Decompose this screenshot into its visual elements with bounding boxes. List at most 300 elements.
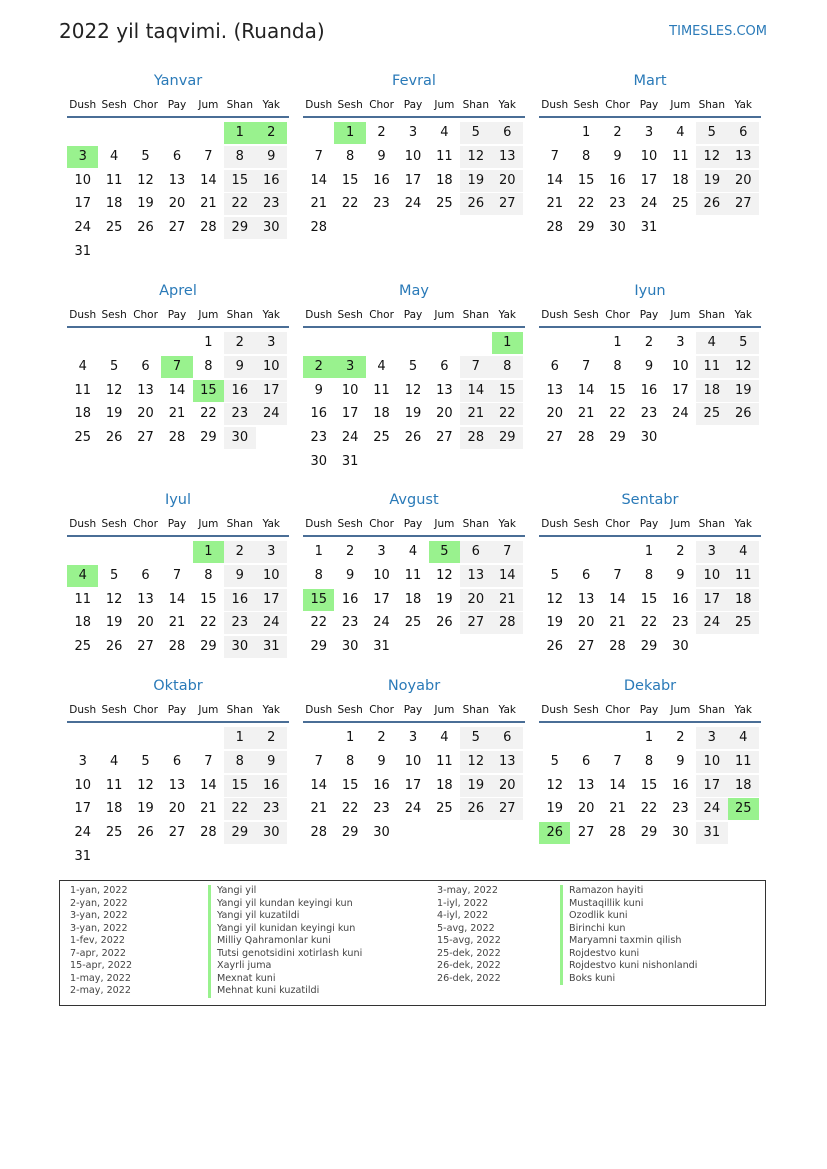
calendar-day[interactable]: 23 xyxy=(310,430,327,446)
calendar-day[interactable]: 8 xyxy=(204,358,213,374)
calendar-day[interactable]: 1 xyxy=(345,730,355,745)
calendar-day[interactable]: 21 xyxy=(577,406,595,422)
calendar-day[interactable]: 11 xyxy=(74,382,91,398)
calendar-day[interactable]: 15 xyxy=(341,777,359,793)
calendar-day[interactable]: 1 xyxy=(314,544,323,559)
calendar-day[interactable]: 20 xyxy=(436,406,453,422)
weekend-day[interactable]: 21 xyxy=(492,589,523,611)
calendar-day[interactable]: 15 xyxy=(609,382,626,398)
calendar-day[interactable]: 8 xyxy=(314,567,323,583)
calendar-day[interactable]: 4 xyxy=(109,753,119,769)
calendar-day[interactable]: 11 xyxy=(105,172,123,188)
weekend-day[interactable]: 12 xyxy=(460,146,491,168)
calendar-day[interactable]: 21 xyxy=(200,196,217,212)
calendar-day[interactable]: 8 xyxy=(345,753,355,769)
calendar-day[interactable]: 12 xyxy=(137,172,154,188)
calendar-day[interactable]: 15 xyxy=(341,172,359,188)
calendar-day[interactable]: 29 xyxy=(609,430,626,446)
weekend-day[interactable]: 9 xyxy=(224,356,255,378)
calendar-day[interactable]: 20 xyxy=(168,801,186,817)
calendar-day[interactable]: 22 xyxy=(609,406,626,422)
calendar-day[interactable]: 11 xyxy=(436,148,453,164)
calendar-day[interactable]: 8 xyxy=(204,567,213,583)
calendar-day[interactable]: 18 xyxy=(105,801,123,817)
calendar-day[interactable]: 7 xyxy=(613,753,622,769)
calendar-day[interactable]: 19 xyxy=(137,196,154,212)
weekend-day[interactable]: 11 xyxy=(728,751,759,773)
calendar-day[interactable]: 17 xyxy=(404,777,422,793)
holiday-day[interactable]: 2 xyxy=(256,122,287,144)
calendar-day[interactable]: 14 xyxy=(168,382,186,398)
calendar-day[interactable]: 7 xyxy=(613,567,622,583)
calendar-day[interactable]: 15 xyxy=(640,591,658,607)
calendar-day[interactable]: 20 xyxy=(577,615,595,631)
calendar-day[interactable]: 13 xyxy=(577,777,595,793)
weekend-day[interactable]: 26 xyxy=(728,403,759,425)
weekend-day[interactable]: 26 xyxy=(696,193,727,215)
weekend-day[interactable]: 17 xyxy=(256,380,287,402)
holiday-day[interactable]: 15 xyxy=(303,589,334,611)
calendar-day[interactable]: 7 xyxy=(314,148,323,164)
weekend-day[interactable]: 22 xyxy=(224,798,255,820)
weekend-day[interactable]: 28 xyxy=(492,612,523,634)
weekend-day[interactable]: 20 xyxy=(728,170,759,192)
calendar-day[interactable]: 24 xyxy=(341,430,359,446)
weekend-day[interactable]: 13 xyxy=(492,146,523,168)
calendar-day[interactable]: 20 xyxy=(577,801,595,817)
calendar-day[interactable]: 19 xyxy=(546,801,563,817)
weekend-day[interactable]: 15 xyxy=(492,380,523,402)
calendar-day[interactable]: 28 xyxy=(609,639,626,655)
calendar-day[interactable]: 30 xyxy=(672,639,689,655)
weekend-day[interactable]: 30 xyxy=(256,217,287,239)
weekend-day[interactable]: 24 xyxy=(256,403,287,425)
calendar-day[interactable]: 23 xyxy=(672,801,689,817)
calendar-day[interactable]: 6 xyxy=(172,753,182,769)
calendar-day[interactable]: 27 xyxy=(436,430,453,446)
calendar-day[interactable]: 27 xyxy=(546,430,563,446)
holiday-day[interactable]: 2 xyxy=(303,356,334,378)
calendar-day[interactable]: 7 xyxy=(172,567,182,583)
calendar-day[interactable]: 9 xyxy=(345,567,355,583)
calendar-day[interactable]: 30 xyxy=(341,639,359,655)
calendar-day[interactable]: 29 xyxy=(640,825,658,841)
calendar-day[interactable]: 8 xyxy=(345,148,355,164)
calendar-day[interactable]: 9 xyxy=(377,148,386,164)
calendar-day[interactable]: 3 xyxy=(78,753,87,769)
weekend-day[interactable]: 1 xyxy=(224,727,255,749)
calendar-day[interactable]: 22 xyxy=(341,801,359,817)
calendar-day[interactable]: 24 xyxy=(404,801,422,817)
calendar-day[interactable]: 27 xyxy=(137,639,154,655)
weekend-day[interactable]: 14 xyxy=(460,380,491,402)
weekend-day[interactable]: 10 xyxy=(256,356,287,378)
calendar-day[interactable]: 24 xyxy=(74,825,91,841)
calendar-day[interactable]: 12 xyxy=(404,382,422,398)
calendar-day[interactable]: 23 xyxy=(672,615,689,631)
weekend-day[interactable]: 6 xyxy=(492,727,523,749)
calendar-day[interactable]: 12 xyxy=(137,777,154,793)
calendar-day[interactable]: 4 xyxy=(440,730,449,745)
calendar-day[interactable]: 18 xyxy=(404,591,422,607)
weekend-day[interactable]: 4 xyxy=(728,727,759,749)
weekend-day[interactable]: 27 xyxy=(728,193,759,215)
calendar-day[interactable]: 25 xyxy=(74,639,91,655)
calendar-day[interactable]: 18 xyxy=(436,172,453,188)
calendar-day[interactable]: 21 xyxy=(546,196,563,212)
calendar-day[interactable]: 20 xyxy=(546,406,563,422)
weekend-day[interactable]: 6 xyxy=(460,541,491,563)
calendar-day[interactable]: 11 xyxy=(74,591,91,607)
calendar-day[interactable]: 26 xyxy=(105,639,123,655)
calendar-day[interactable]: 7 xyxy=(204,148,213,164)
weekend-day[interactable]: 8 xyxy=(492,356,523,378)
weekend-day[interactable]: 15 xyxy=(224,775,255,797)
calendar-day[interactable]: 16 xyxy=(640,382,658,398)
weekend-day[interactable]: 16 xyxy=(256,775,287,797)
weekend-day[interactable]: 16 xyxy=(224,380,255,402)
calendar-day[interactable]: 6 xyxy=(581,567,591,583)
calendar-day[interactable]: 21 xyxy=(609,615,626,631)
weekend-day[interactable]: 10 xyxy=(696,565,727,587)
weekend-day[interactable]: 22 xyxy=(224,193,255,215)
weekend-day[interactable]: 5 xyxy=(728,332,759,354)
weekend-day[interactable]: 5 xyxy=(460,727,491,749)
calendar-day[interactable]: 5 xyxy=(550,753,559,769)
calendar-day[interactable]: 3 xyxy=(377,544,386,559)
calendar-day[interactable]: 11 xyxy=(672,148,689,164)
calendar-day[interactable]: 31 xyxy=(74,243,91,259)
calendar-day[interactable]: 15 xyxy=(640,777,658,793)
calendar-day[interactable]: 17 xyxy=(672,382,689,398)
calendar-day[interactable]: 2 xyxy=(676,730,685,745)
calendar-day[interactable]: 25 xyxy=(436,196,453,212)
weekend-day[interactable]: 28 xyxy=(460,427,491,449)
weekend-day[interactable]: 25 xyxy=(696,403,727,425)
weekend-day[interactable]: 10 xyxy=(256,565,287,587)
calendar-day[interactable]: 17 xyxy=(373,591,390,607)
calendar-day[interactable]: 6 xyxy=(141,358,150,374)
calendar-day[interactable]: 19 xyxy=(105,615,123,631)
calendar-day[interactable]: 18 xyxy=(74,406,91,422)
weekend-day[interactable]: 5 xyxy=(696,122,727,144)
weekend-day[interactable]: 29 xyxy=(492,427,523,449)
calendar-day[interactable]: 11 xyxy=(105,777,123,793)
holiday-day[interactable]: 4 xyxy=(67,565,98,587)
calendar-day[interactable]: 29 xyxy=(200,430,217,446)
holiday-day[interactable]: 1 xyxy=(224,122,255,144)
weekend-day[interactable]: 4 xyxy=(696,332,727,354)
calendar-day[interactable]: 5 xyxy=(550,567,559,583)
calendar-day[interactable]: 27 xyxy=(137,430,154,446)
weekend-day[interactable]: 20 xyxy=(460,589,491,611)
calendar-day[interactable]: 10 xyxy=(373,567,390,583)
calendar-day[interactable]: 3 xyxy=(408,125,418,140)
calendar-day[interactable]: 25 xyxy=(105,825,123,841)
weekend-day[interactable]: 19 xyxy=(460,775,491,797)
calendar-day[interactable]: 30 xyxy=(672,825,689,841)
weekend-day[interactable]: 8 xyxy=(224,146,255,168)
calendar-day[interactable]: 19 xyxy=(546,615,563,631)
weekend-day[interactable]: 23 xyxy=(256,193,287,215)
calendar-day[interactable]: 30 xyxy=(609,220,626,236)
weekend-day[interactable]: 30 xyxy=(256,822,287,844)
weekend-day[interactable]: 12 xyxy=(728,356,759,378)
calendar-day[interactable]: 17 xyxy=(74,801,91,817)
weekend-day[interactable]: 6 xyxy=(492,122,523,144)
weekend-day[interactable]: 21 xyxy=(460,403,491,425)
weekend-day[interactable]: 13 xyxy=(460,565,491,587)
calendar-day[interactable]: 31 xyxy=(74,848,91,864)
weekend-day[interactable]: 13 xyxy=(492,751,523,773)
weekend-day[interactable]: 2 xyxy=(256,727,287,749)
calendar-day[interactable]: 26 xyxy=(404,430,422,446)
weekend-day[interactable]: 13 xyxy=(728,146,759,168)
calendar-day[interactable]: 22 xyxy=(640,801,658,817)
calendar-day[interactable]: 20 xyxy=(137,406,154,422)
calendar-day[interactable]: 10 xyxy=(672,358,689,374)
calendar-day[interactable]: 15 xyxy=(577,172,595,188)
calendar-day[interactable]: 28 xyxy=(577,430,595,446)
calendar-day[interactable]: 18 xyxy=(105,196,123,212)
calendar-day[interactable]: 23 xyxy=(373,196,390,212)
weekend-day[interactable]: 24 xyxy=(696,612,727,634)
calendar-day[interactable]: 16 xyxy=(341,591,359,607)
calendar-day[interactable]: 22 xyxy=(577,196,595,212)
calendar-day[interactable]: 10 xyxy=(341,382,359,398)
calendar-day[interactable]: 28 xyxy=(168,639,186,655)
calendar-day[interactable]: 25 xyxy=(436,801,453,817)
holiday-day[interactable]: 25 xyxy=(728,798,759,820)
calendar-day[interactable]: 25 xyxy=(373,430,390,446)
weekend-day[interactable]: 19 xyxy=(696,170,727,192)
calendar-day[interactable]: 2 xyxy=(644,335,654,350)
calendar-day[interactable]: 24 xyxy=(74,220,91,236)
calendar-day[interactable]: 26 xyxy=(546,639,563,655)
weekend-day[interactable]: 3 xyxy=(696,541,727,563)
calendar-day[interactable]: 24 xyxy=(373,615,390,631)
calendar-day[interactable]: 16 xyxy=(672,591,689,607)
calendar-day[interactable]: 4 xyxy=(440,125,449,140)
calendar-day[interactable]: 9 xyxy=(613,148,622,164)
calendar-day[interactable]: 24 xyxy=(404,196,422,212)
calendar-day[interactable]: 28 xyxy=(310,220,327,236)
calendar-day[interactable]: 17 xyxy=(404,172,422,188)
weekend-day[interactable]: 9 xyxy=(256,751,287,773)
calendar-day[interactable]: 28 xyxy=(546,220,563,236)
calendar-day[interactable]: 10 xyxy=(404,753,422,769)
calendar-day[interactable]: 17 xyxy=(640,172,658,188)
weekend-day[interactable]: 9 xyxy=(256,146,287,168)
calendar-day[interactable]: 8 xyxy=(644,753,654,769)
calendar-day[interactable]: 29 xyxy=(341,825,359,841)
calendar-day[interactable]: 31 xyxy=(373,639,390,655)
calendar-day[interactable]: 13 xyxy=(137,382,154,398)
weekend-day[interactable]: 18 xyxy=(728,775,759,797)
weekend-day[interactable]: 23 xyxy=(256,798,287,820)
calendar-day[interactable]: 1 xyxy=(581,125,591,140)
calendar-day[interactable]: 26 xyxy=(105,430,123,446)
calendar-day[interactable]: 24 xyxy=(640,196,658,212)
calendar-day[interactable]: 7 xyxy=(204,753,213,769)
calendar-day[interactable]: 23 xyxy=(609,196,626,212)
calendar-day[interactable]: 6 xyxy=(172,148,182,164)
calendar-day[interactable]: 14 xyxy=(200,172,217,188)
weekend-day[interactable]: 10 xyxy=(696,751,727,773)
calendar-day[interactable]: 6 xyxy=(440,358,449,374)
weekend-day[interactable]: 25 xyxy=(728,612,759,634)
site-link[interactable]: TIMESLES.COM xyxy=(669,24,767,39)
weekend-day[interactable]: 26 xyxy=(460,798,491,820)
calendar-day[interactable]: 19 xyxy=(105,406,123,422)
calendar-day[interactable]: 12 xyxy=(546,777,563,793)
calendar-day[interactable]: 4 xyxy=(109,148,119,164)
calendar-day[interactable]: 29 xyxy=(310,639,327,655)
weekend-day[interactable]: 8 xyxy=(224,751,255,773)
calendar-day[interactable]: 27 xyxy=(168,825,186,841)
weekend-day[interactable]: 27 xyxy=(492,193,523,215)
calendar-day[interactable]: 19 xyxy=(137,801,154,817)
calendar-day[interactable]: 1 xyxy=(613,335,622,350)
calendar-day[interactable]: 18 xyxy=(373,406,390,422)
weekend-day[interactable]: 16 xyxy=(256,170,287,192)
weekend-day[interactable]: 9 xyxy=(224,565,255,587)
holiday-day[interactable]: 1 xyxy=(492,332,523,354)
calendar-day[interactable]: 14 xyxy=(168,591,186,607)
calendar-day[interactable]: 27 xyxy=(577,639,595,655)
calendar-day[interactable]: 13 xyxy=(436,382,453,398)
calendar-day[interactable]: 18 xyxy=(436,777,453,793)
calendar-day[interactable]: 17 xyxy=(74,196,91,212)
holiday-day[interactable]: 7 xyxy=(161,356,192,378)
calendar-day[interactable]: 16 xyxy=(672,777,689,793)
holiday-day[interactable]: 3 xyxy=(67,146,98,168)
weekend-day[interactable]: 23 xyxy=(224,612,255,634)
calendar-day[interactable]: 5 xyxy=(141,753,150,769)
calendar-day[interactable]: 8 xyxy=(644,567,654,583)
calendar-day[interactable]: 25 xyxy=(74,430,91,446)
weekend-day[interactable]: 19 xyxy=(460,170,491,192)
calendar-day[interactable]: 1 xyxy=(204,335,213,350)
calendar-day[interactable]: 2 xyxy=(377,125,386,140)
weekend-day[interactable]: 20 xyxy=(492,170,523,192)
calendar-day[interactable]: 18 xyxy=(74,615,91,631)
calendar-day[interactable]: 10 xyxy=(74,777,91,793)
calendar-day[interactable]: 21 xyxy=(168,615,186,631)
calendar-day[interactable]: 4 xyxy=(78,358,87,374)
calendar-day[interactable]: 9 xyxy=(314,382,323,398)
weekend-day[interactable]: 19 xyxy=(728,380,759,402)
weekend-day[interactable]: 23 xyxy=(224,403,255,425)
calendar-day[interactable]: 23 xyxy=(341,615,359,631)
calendar-day[interactable]: 22 xyxy=(341,196,359,212)
calendar-day[interactable]: 12 xyxy=(546,591,563,607)
calendar-day[interactable]: 10 xyxy=(74,172,91,188)
calendar-day[interactable]: 6 xyxy=(550,358,559,374)
calendar-day[interactable]: 4 xyxy=(676,125,685,140)
calendar-day[interactable]: 28 xyxy=(609,825,626,841)
calendar-day[interactable]: 12 xyxy=(436,567,453,583)
calendar-day[interactable]: 26 xyxy=(436,615,453,631)
holiday-day[interactable]: 1 xyxy=(334,122,365,144)
calendar-day[interactable]: 20 xyxy=(137,615,154,631)
holiday-day[interactable]: 3 xyxy=(334,356,365,378)
calendar-day[interactable]: 27 xyxy=(577,825,595,841)
calendar-day[interactable]: 22 xyxy=(310,615,327,631)
weekend-day[interactable]: 11 xyxy=(696,356,727,378)
weekend-day[interactable]: 22 xyxy=(492,403,523,425)
calendar-day[interactable]: 30 xyxy=(373,825,390,841)
calendar-day[interactable]: 1 xyxy=(644,730,654,745)
weekend-day[interactable]: 7 xyxy=(492,541,523,563)
holiday-day[interactable]: 26 xyxy=(539,822,570,844)
weekend-day[interactable]: 30 xyxy=(224,636,255,658)
calendar-day[interactable]: 3 xyxy=(644,125,654,140)
calendar-day[interactable]: 7 xyxy=(550,148,559,164)
weekend-day[interactable]: 12 xyxy=(460,751,491,773)
weekend-day[interactable]: 11 xyxy=(728,565,759,587)
calendar-day[interactable]: 13 xyxy=(168,777,186,793)
calendar-day[interactable]: 29 xyxy=(200,639,217,655)
calendar-day[interactable]: 3 xyxy=(676,335,685,350)
calendar-day[interactable]: 14 xyxy=(609,777,626,793)
calendar-day[interactable]: 4 xyxy=(408,544,418,559)
weekend-day[interactable]: 17 xyxy=(696,775,727,797)
calendar-day[interactable]: 11 xyxy=(404,567,422,583)
calendar-day[interactable]: 9 xyxy=(676,567,685,583)
calendar-day[interactable]: 14 xyxy=(609,591,626,607)
calendar-day[interactable]: 28 xyxy=(168,430,186,446)
weekend-day[interactable]: 26 xyxy=(460,193,491,215)
calendar-day[interactable]: 9 xyxy=(676,753,685,769)
calendar-day[interactable]: 29 xyxy=(640,639,658,655)
calendar-day[interactable]: 21 xyxy=(168,406,186,422)
weekend-day[interactable]: 18 xyxy=(696,380,727,402)
weekend-day[interactable]: 24 xyxy=(256,612,287,634)
calendar-day[interactable]: 13 xyxy=(546,382,563,398)
calendar-day[interactable]: 11 xyxy=(373,382,390,398)
calendar-day[interactable]: 3 xyxy=(408,730,418,745)
calendar-day[interactable]: 23 xyxy=(373,801,390,817)
weekend-day[interactable]: 20 xyxy=(492,775,523,797)
calendar-day[interactable]: 16 xyxy=(310,406,327,422)
weekend-day[interactable]: 27 xyxy=(460,612,491,634)
calendar-day[interactable]: 2 xyxy=(676,544,685,559)
weekend-day[interactable]: 31 xyxy=(256,636,287,658)
weekend-day[interactable]: 30 xyxy=(224,427,255,449)
calendar-day[interactable]: 9 xyxy=(644,358,654,374)
calendar-day[interactable]: 9 xyxy=(377,753,386,769)
weekend-day[interactable]: 2 xyxy=(224,332,255,354)
holiday-day[interactable]: 15 xyxy=(193,380,224,402)
calendar-day[interactable]: 1 xyxy=(644,544,654,559)
weekend-day[interactable]: 4 xyxy=(728,541,759,563)
calendar-day[interactable]: 15 xyxy=(200,591,217,607)
calendar-day[interactable]: 28 xyxy=(200,825,217,841)
calendar-day[interactable]: 2 xyxy=(345,544,355,559)
calendar-day[interactable]: 28 xyxy=(200,220,217,236)
calendar-day[interactable]: 31 xyxy=(341,453,359,469)
calendar-day[interactable]: 7 xyxy=(581,358,591,374)
calendar-day[interactable]: 30 xyxy=(310,453,327,469)
holiday-day[interactable]: 1 xyxy=(193,541,224,563)
calendar-day[interactable]: 17 xyxy=(341,406,359,422)
weekend-day[interactable]: 3 xyxy=(256,541,287,563)
weekend-day[interactable]: 17 xyxy=(696,589,727,611)
weekend-day[interactable]: 29 xyxy=(224,217,255,239)
calendar-day[interactable]: 29 xyxy=(577,220,595,236)
weekend-day[interactable]: 17 xyxy=(256,589,287,611)
